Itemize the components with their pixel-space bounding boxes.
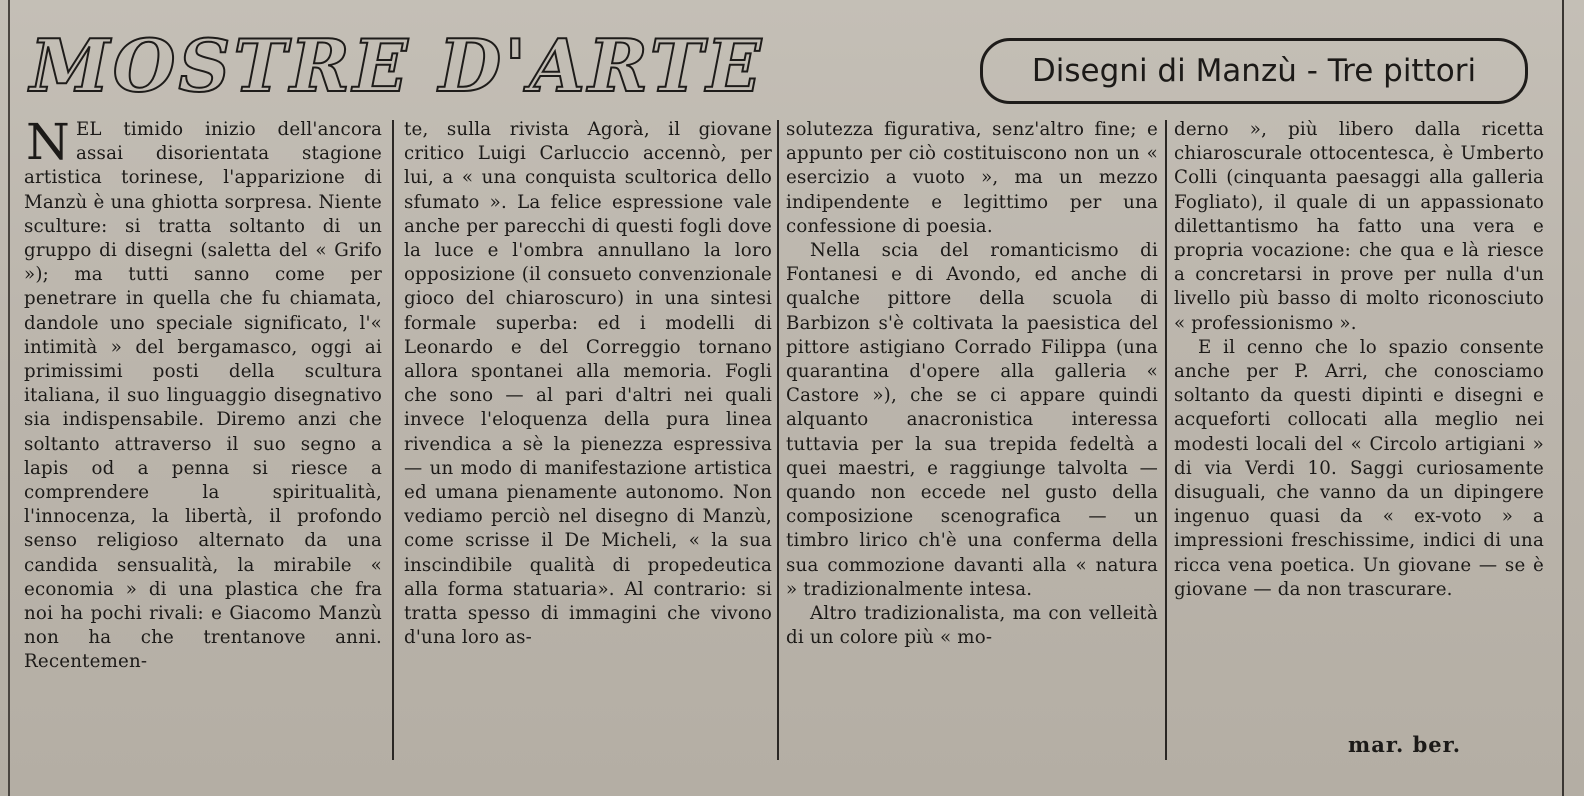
drop-cap: N [26,118,70,171]
column-rule [1165,120,1167,760]
paragraph: derno », più libero dalla ricetta chiaroscurale ottocentesca, è Umberto Colli (cinquanta paesaggi alla galleria Fogliato), il quale di un appassionato dilettantismo ha fatto una vera e propria vocazione: che qua e là riesce a concretarsi in prove per nulla d'un livello più basso di molto riconosciuto « professionismo ». [1174,119,1544,334]
author-signature: mar. ber. [1348,732,1462,757]
column-rule [777,120,779,760]
subheadline-box [980,38,1528,104]
paragraph: E il cenno che lo spazio consente anche per P. Arri, che conosciamo soltanto da questi dipinti e disegni e acqueforti collocati alla meglio nei modesti locali del « Circolo artigiani » di via Verdi 10. Saggi curiosamente disuguali, che vanno da un dipingere ingenuo quasi da « ex-voto » a impressioni freschissime, indici di una ricca vena poetica. Un giovane — se è giovane — da non trascurare. [1174,336,1544,600]
subheadline: Disegni di Manzù - Tre pittori [1031,53,1477,89]
article-column-1 [24,118,382,768]
paragraph: te, sulla rivista Agorà, il giovane critico Luigi Carluccio accennò, per lui, a « una conquista scultorica dello sfumato ». La felice espressione vale anche per parecchi di questi fogli dove la luce e l'ombra annullano la loro opposizione (il consueto convenzionale gioco del chiaroscuro) in una sintesi formale superba: ed i modelli di Leonardo e del Correggio tornano allora spontanei alla memoria. Fogli che sono — al pari d'altri nei quali invece l'eloquenza della pura linea rivendica a sè la pienezza espressiva — un modo di manifestazione artistica ed umana pienamente autonomo. Non vediamo perciò nel disegno di Manzù, come scrisse il De Micheli, « la sua inscindibile qualità di propedeutica alla forma statuaria». Al contrario: si tratta spesso di immagini che vivono d'una loro as- [404,119,772,649]
clipping-edge-left [8,0,10,796]
paragraph-text: EL timido inizio dell'ancora assai disorientata stagione artistica torinese, l'apparizione di Manzù è una ghiotta sorpresa. Niente sculture: si tratta soltanto di un gruppo di disegni (saletta del « Grifo »); ma tutti sanno come per penetrare in quella che fu chiamata, dandole uno speciale significato, l'« intimità » del bergamasco, oggi ai primissimi posti della scultura italiana, il suo linguaggio disegnativo sia indispensabile. Diremo anzi che soltanto attraverso il suo segno a lapis od a penna si riesce a comprendere la spiritualità, l'innocenza, la libertà, il profondo senso religioso alternato da una candida sensualità, la mirabile « economia » di una plastica che fra noi ha pochi rivali: e Giacomo Manzù non ha che trentanove anni. Recentemen- [24,119,382,673]
article-column-4 [1174,118,1544,768]
clipping-edge-right [1562,0,1564,796]
paragraph: solutezza figurativa, senz'altro fine; e appunto per ciò costituiscono non un « esercizio a vuoto », ma un mezzo indipendente e legittimo per una confessione di poesia. [786,119,1158,237]
article-column-3 [786,118,1158,768]
paragraph: Nella scia del romanticismo di Fontanesi e di Avondo, ed anche di qualche pittore della scuola di Barbizon s'è coltivata la paesistica del pittore astigiano Corrado Filippa (una quarantina d'opere alla galleria « Castore »), che se ci appare quindi alquanto anacronistica interessa tuttavia per la sua trepida fedeltà a quei maestri, e raggiunge talvolta — quando non eccede nel gusto della composizione scenografica — un timbro lirico ch'è una conferma della sua commozione davanti alla « natura » tradizionalmente intesa. [786,240,1158,600]
article-column-2 [404,118,772,768]
paragraph [24,118,382,675]
paragraph: Altro tradizionalista, ma con velleità di un colore più « mo- [786,603,1158,649]
column-rule [392,120,394,760]
headline: MOSTRE D'ARTE [30,23,765,108]
